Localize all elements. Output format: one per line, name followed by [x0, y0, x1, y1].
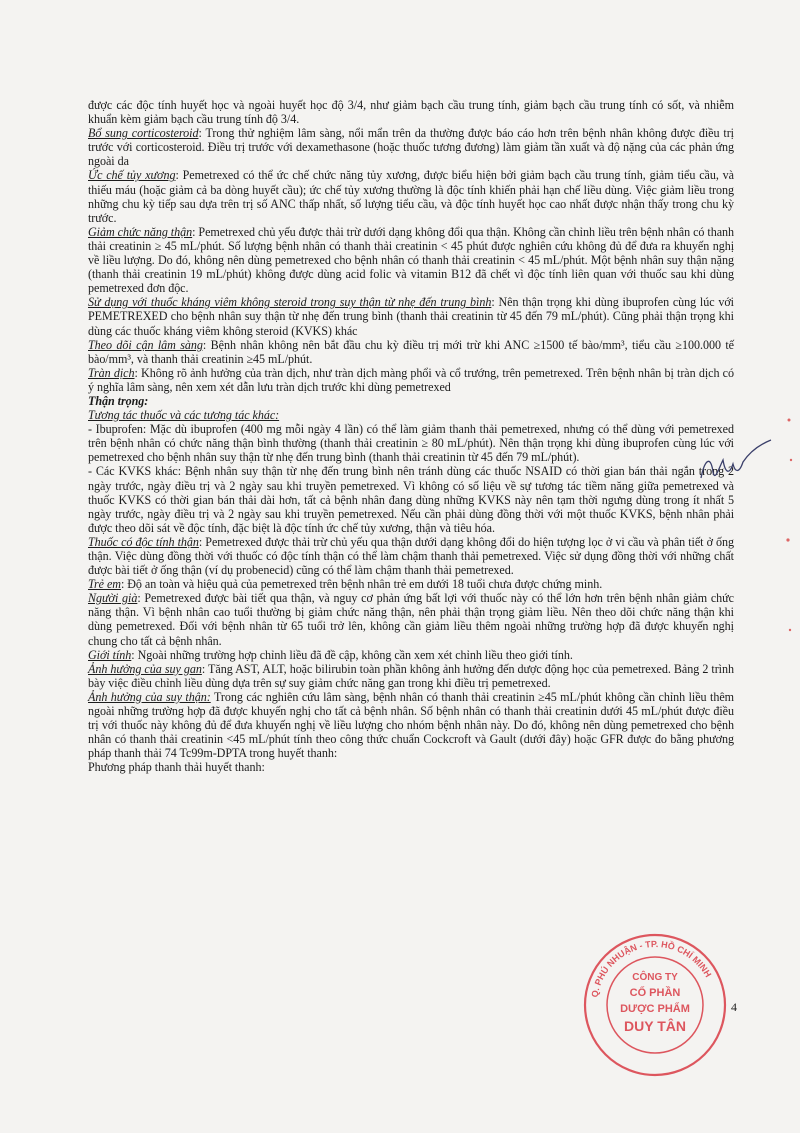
paragraph-label: Sử dụng với thuốc kháng viêm không steroid trong suy thận từ nhẹ đến trung bình: [88, 295, 492, 310]
paragraph-renal: [88, 225, 734, 295]
paragraph-label: Ảnh hưởng của suy thận:: [88, 689, 211, 704]
document-body: [88, 98, 734, 775]
paragraph-label: Bổ sung corticosteroid: [88, 126, 199, 141]
paragraph-corticosteroid: [88, 126, 734, 168]
paragraph-label: Giảm chức năng thận: [88, 224, 193, 239]
caution-heading: Thận trọng:: [88, 393, 149, 408]
paragraph-label: Thuốc có độc tính thận: [88, 534, 199, 549]
paragraph-children: [88, 577, 734, 591]
paragraph-text: : Nên thận trọng khi dùng ibuprofen cùng lúc với PEMETREXED cho bệnh nhân suy thận từ nhẹ đến trung bình (thanh thải creatinin từ 45 đến 79 mL/phút). Cũng phải thận trọng khi dùng các thuốc kháng viêm không steroid (KVKS) khác: [88, 295, 734, 338]
paragraph-ibuprofen: [88, 422, 734, 464]
paragraph-elderly: [88, 591, 734, 647]
company-stamp: [580, 930, 730, 1080]
paragraph: [88, 98, 734, 126]
stamp-line1: CÔNG TY: [632, 972, 678, 983]
paragraph-renal-impairment: [88, 690, 734, 760]
paragraph-label: Người già: [88, 591, 138, 606]
paragraph-label: Giới tính: [88, 647, 132, 662]
paragraph-text: được các độc tính huyết học và ngoài huyết học độ 3/4, như giảm bạch cầu trung tính, giảm bạch cầu trung tính có sốt, và nhiễm khuẩn kèm giảm bạch cầu trung tính độ 3/4.: [88, 98, 734, 127]
paragraph-text: : Độ an toàn và hiệu quả của pemetrexed trên bệnh nhân trẻ em dưới 18 tuổi chưa được chứng minh.: [120, 577, 603, 592]
paragraph-text: : Pemetrexed chủ yếu được thải trừ dưới dạng không đổi qua thận. Không cần chỉnh liều trên bệnh nhân có thanh thải creatinin ≥ 45 mL/phút. Số lượng bệnh nhân có thanh thải creatinin < 45 phút được nghiên cứu không đủ để đưa ra khuyến nghị về liều lượng. Do đó, không nên dùng pemetrexed cho bệnh nhân có thanh thải creatinin < 45 mL/phút. Một bệnh nhân suy thận nặng (thanh thải creatinin 19 mL/phút) không được dùng acid folic và vitamin B12 đã chết vì độc tính liên quan với thuốc sau khi dùng pemetrexed đơn độc.: [88, 224, 735, 296]
paragraph-nsaid: [88, 295, 734, 337]
paragraph-text: : Pemetrexed được thải trừ chủ yếu qua thận dưới dạng không đổi do hiện tượng lọc ở vi cầu và phân tiết ở ống thận. Việc dùng đồng thời với thuốc có độc tính thận có thể làm chậm thanh thải pemetrexed. Việc sử dụng đồng thời với những chất được bài tiết ở ống thận (ví dụ probenecid) cũng có thể làm chậm thanh thải pemetrexed.: [88, 534, 734, 578]
paragraph-text: : Ngoài những trường hợp chỉnh liều đã đề cập, không cần xem xét chỉnh liều theo giới tính.: [131, 647, 573, 662]
paragraph-gender: [88, 648, 734, 662]
paragraph-label: Tràn dịch: [88, 365, 135, 380]
margin-marks: [782, 400, 796, 700]
page-number: 4: [731, 1000, 737, 1014]
stamp-line2: CỔ PHẦN: [629, 987, 681, 999]
stamp-line3: DƯỢC PHẨM: [620, 1003, 690, 1015]
paragraph-text: : Pemetrexed được bài tiết qua thận, và nguy cơ phản ứng bất lợi với thuốc này có thể lớn hơn trên bệnh nhân giảm chức năng thận. Vì bệnh nhân cao tuổi thường bị giảm chức năng thận, nên phải thận trọng giảm liều. Nên theo dõi chức năng thận khi dùng pemetrexed. Đối với bệnh nhân từ 65 tuổi trở lên, không cần giảm liều thêm ngoài những trường hợp đã được khuyến nghị chung cho tất cả bệnh nhân.: [88, 591, 734, 648]
paragraph-other-nsaids: [88, 464, 734, 534]
paragraph-text: : Không rõ ảnh hưởng của tràn dịch, như tràn dịch màng phổi và cổ trướng, trên pemetrexed. Trên bệnh nhân bị tràn dịch có ý nghĩa lâm sàng, nên xem xét dẫn lưu tràn dịch trước khi dùng pemetrexed: [88, 365, 734, 394]
paragraph-label: Trẻ em: [88, 577, 121, 592]
paragraph-hepatic: [88, 662, 734, 690]
stamp-line4: DUY TÂN: [624, 1018, 686, 1034]
paragraph-effusion: [88, 366, 734, 394]
paragraph-monitoring: [88, 338, 734, 366]
paragraph-serum-method: [88, 760, 734, 774]
paragraph-label: Ảnh hưởng của suy gan: [88, 661, 202, 676]
paragraph-text: : Trong thử nghiệm lâm sàng, nổi mẩn trên da thường được báo cáo hơn trên bệnh nhân không được điều trị trước với corticosteroid. Điều trị trước với dexamethasone (hoặc thuốc tương đương) làm giảm tần xuất và độ nặng của các phản ứng ngoài da: [88, 126, 734, 169]
paragraph-nephrotoxic: [88, 535, 734, 577]
paragraph-text: Phương pháp thanh thải huyết thanh:: [88, 760, 265, 775]
stamp-ring-text: Q. PHÚ NHUẬN - TP. HỒ CHÍ MINH: [589, 938, 714, 999]
paragraph-text: : Tăng AST, ALT, hoặc bilirubin toàn phần không ảnh hưởng đến dược động học của pemetrexed. Bảng 2 trình bày việc điều chỉnh liều dùng dựa trên sự suy giảm chức năng gan trong khi điều trị pemetrexed.: [88, 661, 734, 690]
interaction-heading: Tương tác thuốc và các tương tác khác:: [88, 408, 280, 423]
paragraph-text: Trong các nghiên cứu lâm sàng, bệnh nhân có thanh thải creatinin ≥45 mL/phút không cần chỉnh liều thêm ngoài những trường hợp đã được khuyến nghị cho tất cả bệnh nhân. Số bệnh nhân có thanh thải creatinin dưới 45 mL/phút được điều trị với thuốc này không đủ để đưa khuyến nghị về liều lượng cho nhóm bệnh nhân này. Do đó, không nên dùng pemetrexed cho bệnh nhân có thanh thải creatinin <45 mL/phút tính theo công thức chuẩn Cockcroft và Gault (dưới đây) hoặc GFR được đo bằng phương pháp thanh thải 74 Tc99m-DPTA trong huyết thanh:: [88, 689, 734, 761]
paragraph-text: - Các KVKS khác: Bệnh nhân suy thận từ nhẹ đến trung bình nên tránh dùng các thuốc NSAID có thời gian bán thải ngắn trong 2 ngày trước, ngày điều trị và 2 ngày sau khi truyền pemetrexed. Vì không có số liệu về sự tương tác tiềm năng giữa pemetrexed và thuốc KVKS có thời gian bán thải dài hơn, tất cả bệnh nhân đang dùng những KVKS này nên tạm thời ngưng dùng trong ít nhất 5 ngày trước, ngày điều trị và 2 ngày sau khi truyền pemetrexed. Nếu cần phải dùng đồng thời với một thuốc KVKS, bệnh nhân phải được theo dõi sát về độc tính, đặc biệt là độc tính ức chế tủy xương, thận và tiêu hóa.: [88, 464, 734, 535]
paragraph-bone-marrow: [88, 168, 734, 224]
paragraph-label: Theo dõi cận lâm sàng: [88, 337, 203, 352]
signature-mark: [695, 438, 775, 488]
paragraph-text: : Bệnh nhân không nên bắt đầu chu kỳ điều trị mới trừ khi ANC ≥1500 tế bào/mm³, tiểu cầu ≥100.000 tế bào/mm³, và thanh thải creatinin ≥45 mL/phút.: [88, 337, 734, 366]
paragraph-text: : Pemetrexed có thể ức chế chức năng tủy xương, được biểu hiện bởi giảm bạch cầu trung tính, giảm tiểu cầu, và thiếu máu (hoặc giảm cả ba dòng huyết cầu); ức chế tủy xương thường là độc tính khiến phải hạn chế liều dùng. Việc giảm liều trong những chu kỳ tiếp sau dựa trên trị số ANC thấp nhất, số lượng tiểu cầu, và độc tính huyết học cao nhất được nhận thấy trong chu kỳ trước.: [88, 168, 734, 225]
paragraph-text: - Ibuprofen: Mặc dù ibuprofen (400 mg mỗi ngày 4 lần) có thể làm giảm thanh thải pemetrexed, nhưng có thể dùng với pemetrexed trên bệnh nhân có chức năng thận bình thường (thanh thải creatinin ≥ 80 mL/phút). Nên thận trọng khi dùng ibuprofen cùng lúc với pemetrexed cho bệnh nhân suy thận từ nhẹ đến trung bình (thanh thải creatinin từ 45 đến 79 mL/phút).: [88, 422, 734, 465]
paragraph-label: Ức chế tủy xương: [88, 168, 176, 183]
